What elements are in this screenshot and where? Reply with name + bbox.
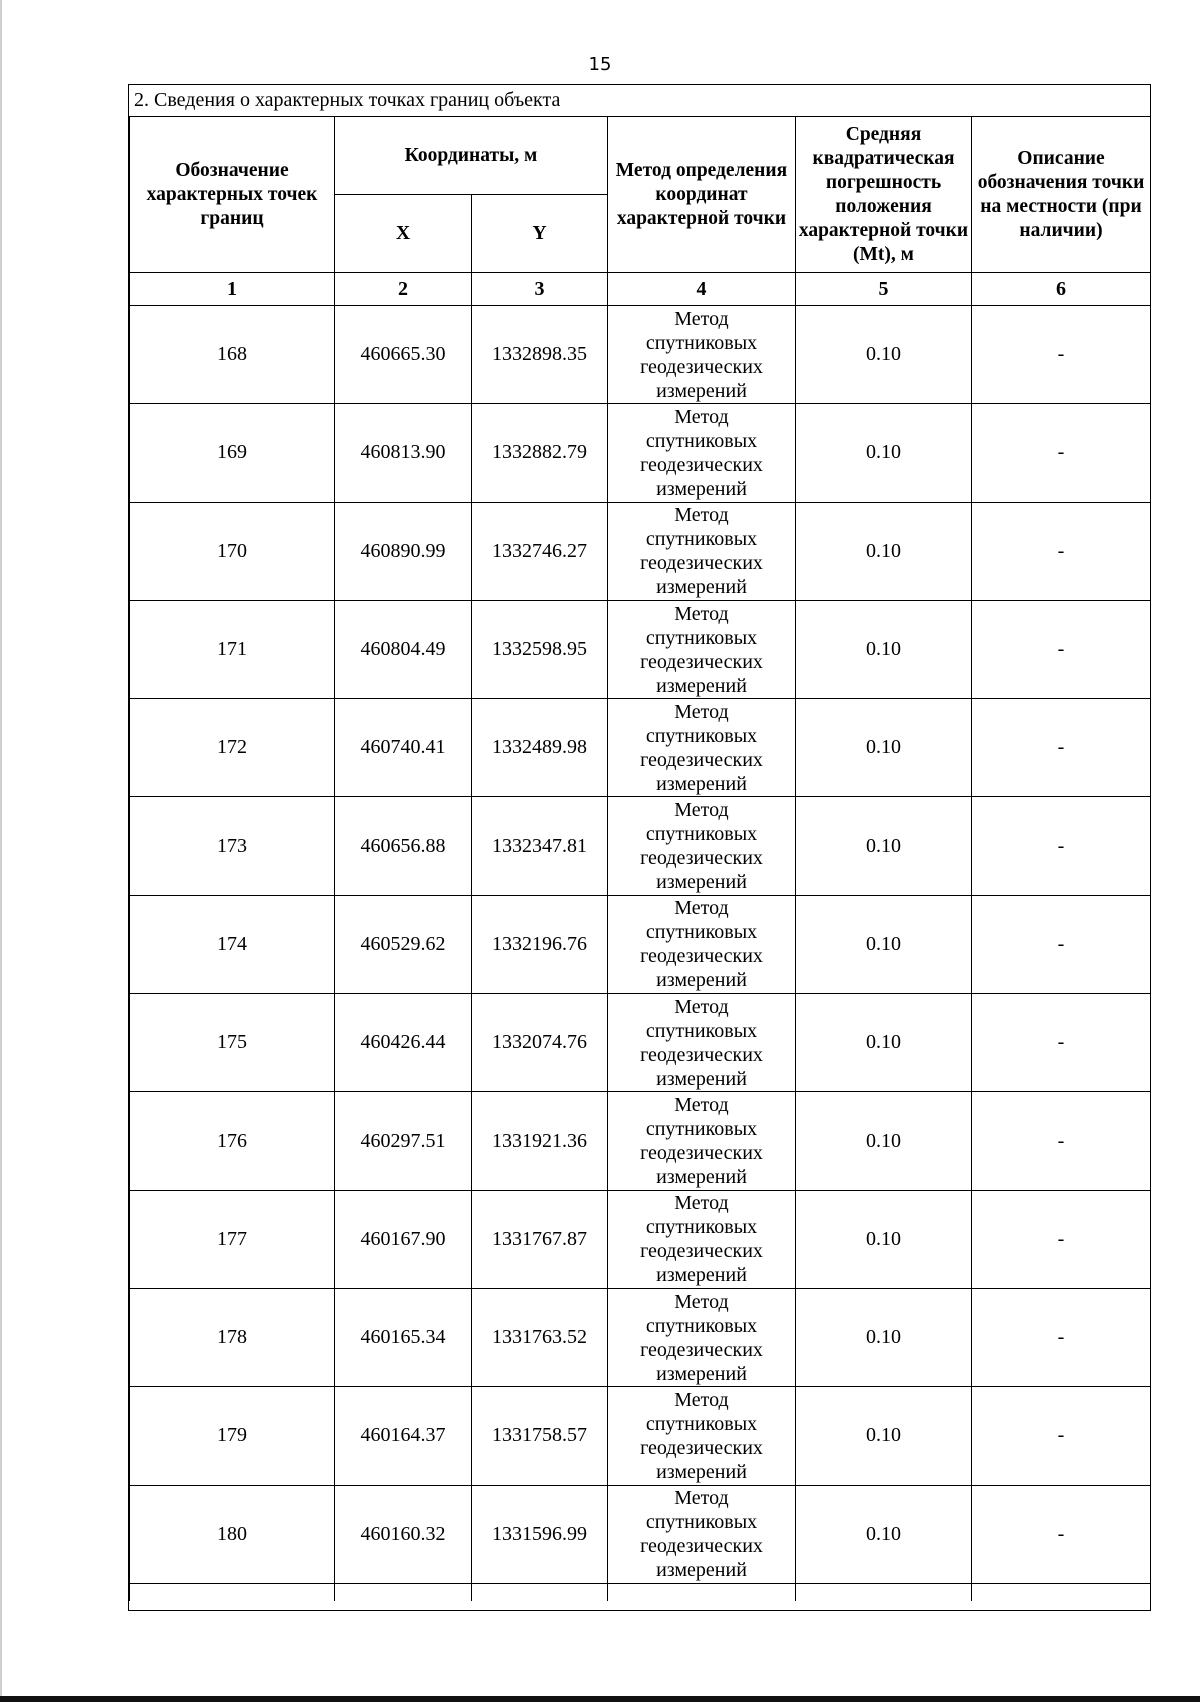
y-coordinate-cell: 1332882.79 (472, 404, 608, 502)
y-coordinate-cell: 1332746.27 (472, 502, 608, 600)
y-coordinate-cell: 1331763.52 (472, 1288, 608, 1386)
method-line: спутниковых (645, 921, 758, 944)
point-id-cell: 172 (130, 699, 335, 797)
method-line: измерений (656, 1166, 747, 1189)
method-line: спутниковых (645, 823, 758, 846)
table-row (130, 1387, 1151, 1485)
description-cell: - (972, 1092, 1151, 1190)
column-number: 4 (608, 273, 796, 306)
x-coordinate-cell: 460297.51 (335, 1092, 472, 1190)
table-tail-row (130, 1583, 1151, 1601)
error-cell: 0.10 (796, 404, 972, 502)
column-number: 1 (130, 273, 335, 306)
method-line: спутниковых (645, 1216, 758, 1239)
method-line: измерений (656, 772, 747, 795)
method-line: Метод (674, 995, 729, 1018)
method-line: Метод (674, 799, 729, 822)
point-id-cell: 173 (130, 797, 335, 895)
method-cell (608, 306, 796, 404)
header-description: Описание обозначения точки на местности (при наличии) (972, 117, 1151, 273)
description-cell: - (972, 306, 1151, 404)
method-line: спутниковых (645, 1019, 758, 1042)
column-number: 5 (796, 273, 972, 306)
method-line: измерений (656, 379, 747, 402)
method-cell (608, 1092, 796, 1190)
method-line: спутниковых (645, 331, 758, 354)
x-coordinate-cell: 460167.90 (335, 1190, 472, 1288)
y-coordinate-cell: 1331921.36 (472, 1092, 608, 1190)
method-line: геодезических (640, 355, 763, 378)
method-line: спутниковых (645, 1314, 758, 1337)
y-coordinate-cell: 1332347.81 (472, 797, 608, 895)
method-line: геодезических (640, 1436, 763, 1459)
section-title: 2. Сведения о характерных точках границ объекта (134, 89, 561, 111)
method-line: спутниковых (645, 626, 758, 649)
point-id-cell: 174 (130, 895, 335, 993)
y-coordinate-cell: 1331767.87 (472, 1190, 608, 1288)
description-cell: - (972, 404, 1151, 502)
table-row (130, 895, 1151, 993)
method-line: Метод (674, 897, 729, 920)
description-cell: - (972, 600, 1151, 698)
scan-edge-bottom (0, 1696, 1200, 1702)
column-number: 6 (972, 273, 1151, 306)
method-cell (608, 1190, 796, 1288)
method-line: Метод (674, 307, 729, 330)
method-line: спутниковых (645, 1511, 758, 1534)
x-coordinate-cell: 460656.88 (335, 797, 472, 895)
column-number: 3 (472, 273, 608, 306)
x-coordinate-cell: 460665.30 (335, 306, 472, 404)
x-coordinate-cell: 460426.44 (335, 994, 472, 1092)
method-cell (608, 600, 796, 698)
method-line: измерений (656, 1460, 747, 1483)
method-line: измерений (656, 674, 747, 697)
points-table (129, 116, 1151, 1601)
description-cell: - (972, 895, 1151, 993)
method-line: Метод (674, 602, 729, 625)
error-cell: 0.10 (796, 1387, 972, 1485)
empty-cell (796, 1583, 972, 1601)
error-cell: 0.10 (796, 797, 972, 895)
points-sheet (128, 84, 1151, 1611)
description-cell: - (972, 1288, 1151, 1386)
method-line: измерений (656, 477, 747, 500)
method-cell (608, 1387, 796, 1485)
method-line: Метод (674, 1192, 729, 1215)
method-line: геодезических (640, 945, 763, 968)
error-cell: 0.10 (796, 1485, 972, 1583)
table-row (130, 1288, 1151, 1386)
error-cell: 0.10 (796, 1288, 972, 1386)
method-cell (608, 699, 796, 797)
description-cell: - (972, 1387, 1151, 1485)
error-cell: 0.10 (796, 994, 972, 1092)
empty-cell (335, 1583, 472, 1601)
table-row (130, 1190, 1151, 1288)
description-cell: - (972, 797, 1151, 895)
method-line: измерений (656, 576, 747, 599)
method-line: геодезических (640, 650, 763, 673)
empty-cell (130, 1583, 335, 1601)
method-line: геодезических (640, 1535, 763, 1558)
column-numbers-row (130, 273, 1151, 306)
header-method: Метод определения координат характерной точки (608, 117, 796, 273)
method-line: измерений (656, 871, 747, 894)
x-coordinate-cell: 460160.32 (335, 1485, 472, 1583)
x-coordinate-cell: 460804.49 (335, 600, 472, 698)
y-coordinate-cell: 1332898.35 (472, 306, 608, 404)
method-line: спутниковых (645, 528, 758, 551)
x-coordinate-cell: 460165.34 (335, 1288, 472, 1386)
method-line: Метод (674, 1290, 729, 1313)
table-row (130, 797, 1151, 895)
error-cell: 0.10 (796, 306, 972, 404)
description-cell: - (972, 699, 1151, 797)
point-id-cell: 177 (130, 1190, 335, 1288)
x-coordinate-cell: 460813.90 (335, 404, 472, 502)
point-id-cell: 178 (130, 1288, 335, 1386)
method-line: спутниковых (645, 1118, 758, 1141)
method-line: измерений (656, 1559, 747, 1582)
page-number: 15 (588, 54, 612, 75)
empty-cell (972, 1583, 1151, 1601)
point-id-cell: 169 (130, 404, 335, 502)
method-line: геодезических (640, 552, 763, 575)
description-cell: - (972, 994, 1151, 1092)
method-line: геодезических (640, 1240, 763, 1263)
error-cell: 0.10 (796, 699, 972, 797)
method-line: спутниковых (645, 724, 758, 747)
method-line: Метод (674, 1487, 729, 1510)
method-cell (608, 797, 796, 895)
table-row (130, 600, 1151, 698)
table-row (130, 699, 1151, 797)
point-id-cell: 170 (130, 502, 335, 600)
y-coordinate-cell: 1332598.95 (472, 600, 608, 698)
method-line: геодезических (640, 1338, 763, 1361)
method-line: спутниковых (645, 1412, 758, 1435)
method-line: геодезических (640, 748, 763, 771)
header-error: Средняя квадратическая погрешность положения характерной точки (Mt), м (796, 117, 972, 273)
method-line: геодезических (640, 1043, 763, 1066)
method-line: измерений (656, 1362, 747, 1385)
x-coordinate-cell: 460740.41 (335, 699, 472, 797)
method-cell (608, 994, 796, 1092)
point-id-cell: 171 (130, 600, 335, 698)
method-cell (608, 404, 796, 502)
description-cell: - (972, 502, 1151, 600)
error-cell: 0.10 (796, 600, 972, 698)
y-coordinate-cell: 1332196.76 (472, 895, 608, 993)
method-line: Метод (674, 1388, 729, 1411)
method-line: измерений (656, 1067, 747, 1090)
error-cell: 0.10 (796, 895, 972, 993)
point-id-cell: 168 (130, 306, 335, 404)
point-id-cell: 180 (130, 1485, 335, 1583)
error-cell: 0.10 (796, 502, 972, 600)
scan-edge-left (0, 0, 2, 1702)
method-line: Метод (674, 700, 729, 723)
table-row (130, 306, 1151, 404)
method-line: Метод (674, 405, 729, 428)
method-line: измерений (656, 969, 747, 992)
empty-cell (472, 1583, 608, 1601)
method-cell (608, 1288, 796, 1386)
column-number: 2 (335, 273, 472, 306)
y-coordinate-cell: 1331596.99 (472, 1485, 608, 1583)
method-line: Метод (674, 504, 729, 527)
y-coordinate-cell: 1332489.98 (472, 699, 608, 797)
header-y: Y (472, 195, 608, 273)
y-coordinate-cell: 1332074.76 (472, 994, 608, 1092)
x-coordinate-cell: 460164.37 (335, 1387, 472, 1485)
method-line: измерений (656, 1264, 747, 1287)
y-coordinate-cell: 1331758.57 (472, 1387, 608, 1485)
method-line: геодезических (640, 847, 763, 870)
table-row (130, 502, 1151, 600)
points-table-body (130, 306, 1151, 1602)
method-cell (608, 895, 796, 993)
point-id-cell: 175 (130, 994, 335, 1092)
header-coordinates: Координаты, м (335, 117, 608, 195)
description-cell: - (972, 1190, 1151, 1288)
table-row (130, 994, 1151, 1092)
x-coordinate-cell: 460529.62 (335, 895, 472, 993)
point-id-cell: 179 (130, 1387, 335, 1485)
point-id-cell: 176 (130, 1092, 335, 1190)
method-cell (608, 502, 796, 600)
error-cell: 0.10 (796, 1092, 972, 1190)
header-designation: Обозначение характерных точек границ (130, 117, 335, 273)
error-cell: 0.10 (796, 1190, 972, 1288)
method-cell (608, 1485, 796, 1583)
method-line: Метод (674, 1094, 729, 1117)
x-coordinate-cell: 460890.99 (335, 502, 472, 600)
table-row (130, 1092, 1151, 1190)
header-x: X (335, 195, 472, 273)
method-line: геодезических (640, 453, 763, 476)
empty-cell (608, 1583, 796, 1601)
description-cell: - (972, 1485, 1151, 1583)
method-line: спутниковых (645, 429, 758, 452)
table-row (130, 404, 1151, 502)
method-line: геодезических (640, 1142, 763, 1165)
table-row (130, 1485, 1151, 1583)
